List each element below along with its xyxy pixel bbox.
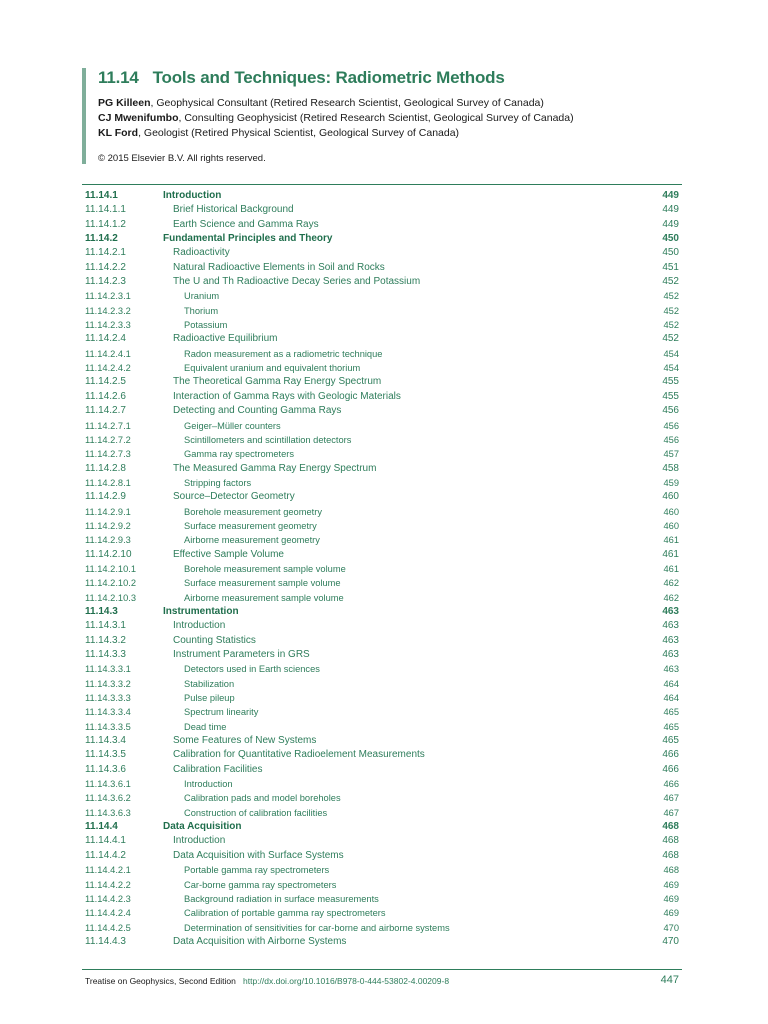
toc-page-number: 461: [663, 563, 679, 574]
author-line: [98, 111, 738, 126]
toc-page-number: 452: [663, 320, 679, 331]
toc-entry[interactable]: [85, 849, 679, 863]
toc-entry[interactable]: [85, 289, 679, 303]
toc-section-title[interactable]: Some Features of New Systems: [173, 735, 317, 747]
toc-page-number: 457: [663, 449, 679, 460]
toc-page-number: 462: [663, 578, 679, 589]
toc-section-number: 11.14.3.1: [85, 620, 126, 632]
toc-section-title[interactable]: Potassium: [184, 320, 228, 331]
toc-page-number: 469: [663, 893, 679, 904]
toc-page-number: 470: [663, 922, 679, 933]
toc-page-number: 468: [662, 835, 679, 847]
toc-page-number: 460: [663, 506, 679, 517]
toc-section-title[interactable]: The Theoretical Gamma Ray Energy Spectrum: [173, 376, 382, 388]
toc-entry[interactable]: [85, 490, 679, 504]
toc-entry[interactable]: [85, 304, 679, 318]
table-of-contents: [85, 189, 679, 949]
toc-section-number: 11.14.2.6: [85, 390, 126, 402]
toc-page-number: 454: [663, 363, 679, 374]
toc-entry[interactable]: [85, 662, 679, 676]
toc-entry[interactable]: [85, 218, 679, 232]
toc-section-title[interactable]: Airborne measurement sample volume: [184, 592, 344, 603]
toc-page-number: 464: [663, 693, 679, 704]
author-name: KL Ford: [98, 127, 139, 139]
toc-section-number: 11.14.2.10.2: [85, 578, 137, 589]
toc-section-title[interactable]: Counting Statistics: [173, 634, 256, 646]
toc-entry[interactable]: [85, 906, 679, 920]
toc-section-number: 11.14.2.3.1: [85, 291, 131, 302]
toc-page-number: 461: [662, 548, 679, 560]
toc-entry[interactable]: [85, 318, 679, 332]
toc-section-number: 11.14.3: [85, 605, 118, 617]
toc-entry[interactable]: [85, 462, 679, 476]
toc-entry[interactable]: [85, 390, 679, 404]
toc-section-number: 11.14.3.4: [85, 735, 126, 747]
toc-section-title[interactable]: Stabilization: [184, 678, 235, 689]
footer-doi-link[interactable]: http://dx.doi.org/10.1016/B978-0-444-53802-4.00209-8: [243, 976, 450, 986]
toc-entry[interactable]: [85, 720, 679, 734]
toc-entry[interactable]: [85, 605, 679, 619]
toc-section-title[interactable]: Thorium: [184, 305, 219, 316]
chapter-title-text: Tools and Techniques: Radiometric Methods: [152, 68, 505, 87]
toc-section-number: 11.14.3.3.2: [85, 678, 131, 689]
toc-section-title[interactable]: The U and Th Radioactive Decay Series and Potassium: [173, 276, 421, 288]
toc-section-number: 11.14.4.2: [85, 849, 126, 861]
toc-section-title[interactable]: Data Acquisition: [163, 821, 242, 833]
toc-page-number: 455: [662, 376, 679, 388]
toc-page-number: 468: [663, 865, 679, 876]
toc-section-number: 11.14.4.3: [85, 935, 126, 947]
toc-entry[interactable]: [85, 476, 679, 490]
toc-section-title[interactable]: Interaction of Gamma Rays with Geologic Materials: [173, 390, 401, 402]
toc-entry[interactable]: [85, 519, 679, 533]
toc-entry[interactable]: [85, 261, 679, 275]
toc-section-number: 11.14.3.6.2: [85, 793, 131, 804]
toc-section-number: 11.14.2.5: [85, 376, 126, 388]
toc-section-number: 11.14.3.3.1: [85, 664, 131, 675]
toc-entry[interactable]: [85, 246, 679, 260]
toc-page-number: 467: [663, 793, 679, 804]
toc-section-title[interactable]: Scintillometers and scintillation detectors: [184, 434, 352, 445]
toc-section-number: 11.14.3.5: [85, 749, 126, 761]
toc-entry[interactable]: [85, 935, 679, 949]
author-affiliation: , Consulting Geophysicist (Retired Research Scientist, Geological Survey of Canada): [178, 112, 574, 124]
toc-page-number: 460: [663, 520, 679, 531]
toc-section-title[interactable]: Brief Historical Background: [173, 204, 294, 216]
toc-section-title[interactable]: Data Acquisition with Airborne Systems: [173, 935, 347, 947]
toc-section-title[interactable]: Earth Science and Gamma Rays: [173, 218, 319, 230]
toc-section-number: 11.14.2.7.3: [85, 449, 131, 460]
toc-section-title[interactable]: Radon measurement as a radiometric technique: [184, 348, 383, 359]
toc-section-title[interactable]: Surface measurement geometry: [184, 520, 317, 531]
toc-section-number: 11.14.3.3.5: [85, 721, 131, 732]
toc-section-title[interactable]: Calibration for Quantitative Radioelement Measurements: [173, 749, 425, 761]
toc-entry[interactable]: [85, 777, 679, 791]
toc-section-number: 11.14.2.8.1: [85, 477, 131, 488]
toc-page-number: 456: [662, 405, 679, 417]
toc-section-number: 11.14.2.9.1: [85, 506, 131, 517]
toc-section-number: 11.14.2.3.3: [85, 320, 131, 331]
toc-section-number: 11.14.3.2: [85, 634, 126, 646]
toc-section-number: 11.14.2.4.2: [85, 363, 131, 374]
toc-section-title[interactable]: Uranium: [184, 291, 220, 302]
toc-page-number: 449: [662, 204, 679, 216]
toc-entry[interactable]: [85, 275, 679, 289]
toc-section-title[interactable]: Portable gamma ray spectrometers: [184, 865, 330, 876]
toc-page-number: 465: [663, 721, 679, 732]
toc-page-number: 468: [662, 821, 679, 833]
toc-entry[interactable]: [85, 203, 679, 217]
toc-section-title[interactable]: Radioactivity: [173, 247, 230, 259]
toc-section-title[interactable]: Detecting and Counting Gamma Rays: [173, 405, 342, 417]
toc-page-number: 452: [663, 291, 679, 302]
toc-entry[interactable]: [85, 677, 679, 691]
toc-page-number: 459: [663, 477, 679, 488]
toc-section-title[interactable]: Spectrum linearity: [184, 707, 259, 718]
toc-section-title[interactable]: Instrumentation: [163, 605, 239, 617]
toc-page-number: 460: [662, 491, 679, 503]
toc-section-title[interactable]: Geiger–Müller counters: [184, 420, 281, 431]
toc-section-number: 11.14.2.9: [85, 491, 126, 503]
toc-section-number: 11.14.4.2.3: [85, 893, 131, 904]
toc-section-title[interactable]: Data Acquisition with Surface Systems: [173, 849, 344, 861]
toc-entry[interactable]: [85, 734, 679, 748]
toc-section-title[interactable]: Introduction: [173, 620, 226, 632]
toc-page-number: 449: [662, 218, 679, 230]
chapter-title: [98, 68, 738, 88]
toc-entry[interactable]: [85, 878, 679, 892]
toc-section-number: 11.14.3.6.3: [85, 807, 131, 818]
toc-section-title[interactable]: Surface measurement sample volume: [184, 578, 341, 589]
toc-section-title[interactable]: Car-borne gamma ray spectrometers: [184, 879, 337, 890]
toc-page-number: 455: [662, 390, 679, 402]
toc-entry[interactable]: [85, 591, 679, 605]
toc-section-title[interactable]: Construction of calibration facilities: [184, 807, 328, 818]
toc-section-title[interactable]: Determination of sensitivities for car-borne and airborne systems: [184, 922, 450, 933]
toc-section-title[interactable]: Radioactive Equilibrium: [173, 333, 278, 345]
toc-section-number: 11.14.4: [85, 821, 118, 833]
chapter-header: [82, 68, 738, 164]
toc-page-number: 467: [663, 807, 679, 818]
toc-entry[interactable]: [85, 375, 679, 389]
toc-section-title[interactable]: Instrument Parameters in GRS: [173, 649, 310, 660]
toc-section-number: 11.14.2.8: [85, 462, 126, 474]
toc-section-number: 11.14.4.1: [85, 835, 126, 847]
toc-page-number: 465: [662, 735, 679, 747]
toc-section-title[interactable]: The Measured Gamma Ray Energy Spectrum: [173, 462, 377, 474]
toc-page-number: 468: [662, 849, 679, 861]
toc-section-number: 11.14.2.3.2: [85, 305, 131, 316]
toc-section-title[interactable]: Stripping factors: [184, 477, 252, 488]
toc-entry[interactable]: [85, 576, 679, 590]
toc-section-title[interactable]: Dead time: [184, 721, 227, 732]
toc-section-number: 11.14.4.2.5: [85, 922, 131, 933]
toc-section-title[interactable]: Introduction: [184, 779, 233, 790]
toc-section-title[interactable]: Introduction: [173, 835, 226, 847]
toc-page-number: 456: [663, 434, 679, 445]
toc-entry[interactable]: [85, 619, 679, 633]
toc-section-title[interactable]: Airborne measurement geometry: [184, 535, 320, 546]
toc-section-title[interactable]: Calibration of portable gamma ray spectrometers: [184, 908, 386, 919]
toc-section-number: 11.14.2.10.3: [85, 592, 137, 603]
toc-section-number: 11.14.2.9.2: [85, 520, 131, 531]
author-line: [98, 96, 738, 111]
toc-section-number: 11.14.3.3.3: [85, 693, 131, 704]
toc-page-number: 450: [662, 247, 679, 259]
toc-entry[interactable]: [85, 763, 679, 777]
toc-entry[interactable]: [85, 404, 679, 418]
toc-page-number: 451: [662, 261, 679, 273]
toc-section-number: 11.14.3.3.4: [85, 707, 131, 718]
toc-entry[interactable]: [85, 189, 679, 203]
toc-page-number: 463: [662, 620, 679, 632]
toc-page-number: 470: [662, 935, 679, 947]
toc-entry[interactable]: [85, 232, 679, 246]
toc-section-number: 11.14.3.6: [85, 763, 126, 775]
footer-book-title: Treatise on Geophysics, Second Edition: [85, 976, 236, 986]
author-line: [98, 126, 738, 141]
toc-section-number: 11.14.2.10.1: [85, 563, 137, 574]
toc-section-title[interactable]: Borehole measurement sample volume: [184, 563, 346, 574]
toc-entry[interactable]: [85, 505, 679, 519]
toc-entry[interactable]: [85, 863, 679, 877]
toc-entry[interactable]: [85, 533, 679, 547]
toc-section-number: 11.14.3.3: [85, 649, 126, 660]
toc-page-number: 463: [663, 664, 679, 675]
toc-entry[interactable]: [85, 691, 679, 705]
toc-entry[interactable]: [85, 447, 679, 461]
toc-section-title[interactable]: Equivalent uranium and equivalent thorium: [184, 363, 361, 374]
toc-section-title[interactable]: Source–Detector Geometry: [173, 491, 295, 503]
author-name: PG Killeen: [98, 97, 151, 109]
toc-entry[interactable]: [85, 347, 679, 361]
toc-section-title[interactable]: Effective Sample Volume: [173, 548, 284, 560]
toc-section-title[interactable]: Pulse pileup: [184, 693, 235, 704]
toc-entry[interactable]: [85, 562, 679, 576]
toc-section-title[interactable]: Detectors used in Earth sciences: [184, 664, 320, 675]
toc-page-number: 465: [663, 707, 679, 718]
toc-section-number: 11.14.4.2.4: [85, 908, 131, 919]
copyright-notice: © 2015 Elsevier B.V. All rights reserved.: [98, 153, 266, 164]
author-affiliation: , Geophysical Consultant (Retired Research Scientist, Geological Survey of Canada): [150, 97, 544, 109]
toc-page-number: 449: [662, 190, 679, 201]
page-number: 447: [660, 974, 679, 986]
toc-page-number: 462: [663, 592, 679, 603]
toc-entry[interactable]: [85, 806, 679, 820]
toc-section-title[interactable]: Calibration pads and model boreholes: [184, 793, 341, 804]
toc-section-number: 11.14.2.7.1: [85, 420, 131, 431]
toc-entry[interactable]: [85, 791, 679, 805]
toc-section-title[interactable]: Fundamental Principles and Theory: [163, 233, 333, 245]
toc-section-number: 11.14.4.2.2: [85, 879, 131, 890]
toc-page-number: 458: [662, 462, 679, 474]
toc-section-title[interactable]: Gamma ray spectrometers: [184, 449, 295, 460]
toc-entry[interactable]: [85, 834, 679, 848]
toc-entry[interactable]: [85, 648, 679, 662]
toc-section-number: 11.14.2.4: [85, 333, 126, 345]
toc-section-number: 11.14.2.2: [85, 261, 126, 273]
toc-section-title[interactable]: Background radiation in surface measurements: [184, 893, 379, 904]
chapter-number: 11.14: [98, 68, 139, 87]
toc-page-number: 454: [663, 348, 679, 359]
toc-section-title[interactable]: Introduction: [163, 190, 222, 201]
toc-section-number: 11.14.2.9.3: [85, 535, 131, 546]
toc-section-number: 11.14.4.2.1: [85, 865, 131, 876]
toc-section-number: 11.14.2: [85, 233, 118, 245]
toc-entry[interactable]: [85, 892, 679, 906]
toc-page-number: 463: [662, 649, 679, 660]
toc-page-number: 452: [663, 305, 679, 316]
toc-entry[interactable]: [85, 820, 679, 834]
toc-entry[interactable]: [85, 361, 679, 375]
footer-rule: [82, 969, 682, 970]
toc-page-number: 469: [663, 879, 679, 890]
toc-section-number: 11.14.2.1: [85, 247, 126, 259]
toc-entry[interactable]: [85, 748, 679, 762]
toc-entry[interactable]: [85, 705, 679, 719]
toc-entry[interactable]: [85, 433, 679, 447]
toc-top-rule: [82, 184, 682, 185]
toc-entry[interactable]: [85, 921, 679, 935]
toc-page-number: 450: [662, 233, 679, 245]
toc-section-title[interactable]: Calibration Facilities: [173, 763, 263, 775]
toc-section-title[interactable]: Natural Radioactive Elements in Soil and Rocks: [173, 261, 385, 273]
toc-section-number: 11.14.1.2: [85, 218, 126, 230]
page-footer: [85, 976, 679, 986]
toc-page-number: 452: [662, 333, 679, 345]
toc-section-number: 11.14.2.3: [85, 276, 126, 288]
toc-page-number: 463: [662, 605, 679, 617]
toc-section-number: 11.14.1.1: [85, 204, 126, 216]
toc-page-number: 466: [662, 763, 679, 775]
toc-section-number: 11.14.2.10: [85, 548, 132, 560]
toc-section-number: 11.14.1: [85, 190, 118, 201]
toc-page-number: 452: [662, 276, 679, 288]
toc-section-number: 11.14.2.4.1: [85, 348, 131, 359]
toc-page-number: 456: [663, 420, 679, 431]
toc-section-number: 11.14.3.6.1: [85, 779, 131, 790]
toc-section-number: 11.14.2.7.2: [85, 434, 131, 445]
toc-page-number: 466: [663, 779, 679, 790]
toc-page-number: 461: [663, 535, 679, 546]
author-name: CJ Mwenifumbo: [98, 112, 179, 124]
toc-section-number: 11.14.2.7: [85, 405, 126, 417]
toc-entry[interactable]: [85, 548, 679, 562]
toc-entry[interactable]: [85, 634, 679, 648]
toc-page-number: 464: [663, 678, 679, 689]
author-affiliation: , Geologist (Retired Physical Scientist, Geological Survey of Canada): [138, 127, 460, 139]
toc-page-number: 463: [662, 634, 679, 646]
toc-entry[interactable]: [85, 332, 679, 346]
toc-entry[interactable]: [85, 419, 679, 433]
toc-page-number: 466: [662, 749, 679, 761]
toc-page-number: 469: [663, 908, 679, 919]
toc-section-title[interactable]: Borehole measurement geometry: [184, 506, 322, 517]
